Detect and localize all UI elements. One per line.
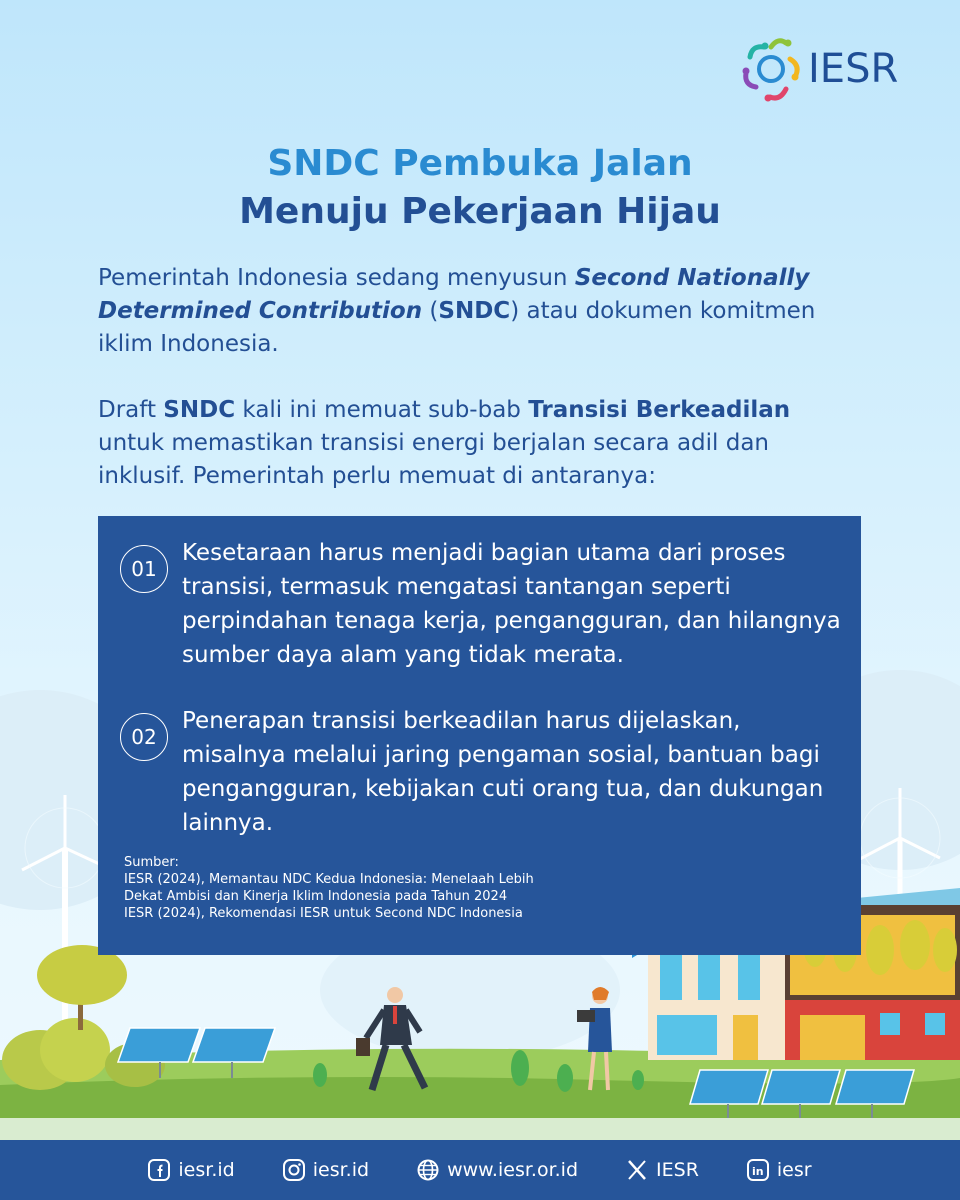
iesr-logo-icon — [740, 35, 802, 103]
intro-text: ) atau dokumen komitmen iklim Indonesia. — [98, 298, 816, 357]
intro-text: ( — [422, 298, 439, 324]
intro-text: Pemerintah Indonesia sedang menyusun — [98, 265, 575, 291]
facebook-link[interactable] — [148, 1159, 234, 1181]
linkedin-icon — [747, 1159, 769, 1181]
intro-text: kali ini memuat sub-bab — [235, 397, 529, 423]
x-link[interactable] — [626, 1159, 699, 1181]
footer-label: iesr.id — [178, 1159, 235, 1181]
intro-text: untuk memastikan transisi energi berjalan secara adil dan inklusif. Pemerintah perlu memuat di antaranya: — [98, 430, 770, 489]
website-link[interactable] — [417, 1159, 578, 1181]
brand-name: IESR — [808, 46, 899, 92]
intro-emphasis: Second Nationally Determined Contribution — [98, 265, 810, 324]
iesr-logo — [740, 34, 898, 104]
intro-bold: Transisi Berkeadilan — [528, 397, 791, 423]
title-line-1: SNDC Pembuka Jalan — [267, 143, 693, 184]
intro-abbr: SNDC — [438, 298, 511, 324]
footer-label: iesr.id — [312, 1159, 370, 1181]
globe-icon — [417, 1159, 439, 1181]
footer-label: iesr — [776, 1159, 812, 1181]
sources — [124, 854, 644, 922]
requirement-item-2 — [98, 704, 838, 844]
intro-paragraph-1 — [98, 262, 858, 361]
instagram-link[interactable] — [283, 1159, 369, 1181]
footer-social-bar — [0, 1140, 960, 1200]
source-line: Dekat Ambisi dan Kinerja Iklim Indonesia pada Tahun 2024 — [124, 889, 508, 904]
requirements-panel — [98, 516, 861, 955]
intro-paragraph-2 — [98, 394, 858, 493]
page-title — [0, 140, 960, 236]
title-line-2: Menuju Pekerjaan Hijau — [239, 191, 721, 232]
footer-label: www.iesr.or.id — [447, 1159, 579, 1181]
instagram-icon — [283, 1159, 305, 1181]
item-text: Penerapan transisi berkeadilan harus dijelaskan, misalnya melalui jaring pengaman sosial, bantuan bagi pengangguran, kebijakan cuti orang tua, dan dukungan lainnya. — [182, 708, 824, 836]
source-line: IESR (2024), Memantau NDC Kedua Indonesia: Menelaah Lebih — [124, 872, 534, 887]
facebook-icon — [148, 1159, 170, 1181]
x-icon — [626, 1159, 648, 1181]
linkedin-link[interactable] — [747, 1159, 812, 1181]
intro-text: Draft — [98, 397, 164, 423]
footer-label: IESR — [656, 1159, 699, 1181]
requirement-item-1 — [98, 536, 841, 676]
item-number: 02 — [120, 713, 168, 761]
item-number: 01 — [120, 545, 168, 593]
sources-label: Sumber: — [124, 855, 179, 870]
item-text: Kesetaraan harus menjadi bagian utama dari proses transisi, termasuk mengatasi tantangan seperti perpindahan tenaga kerja, pengangguran, dan hilangnya sumber daya alam yang tidak merata. — [182, 540, 841, 668]
source-line: IESR (2024), Rekomendasi IESR untuk Second NDC Indonesia — [124, 906, 523, 921]
intro-bold: SNDC — [163, 397, 236, 423]
svg-text:in: in — [751, 1165, 764, 1178]
